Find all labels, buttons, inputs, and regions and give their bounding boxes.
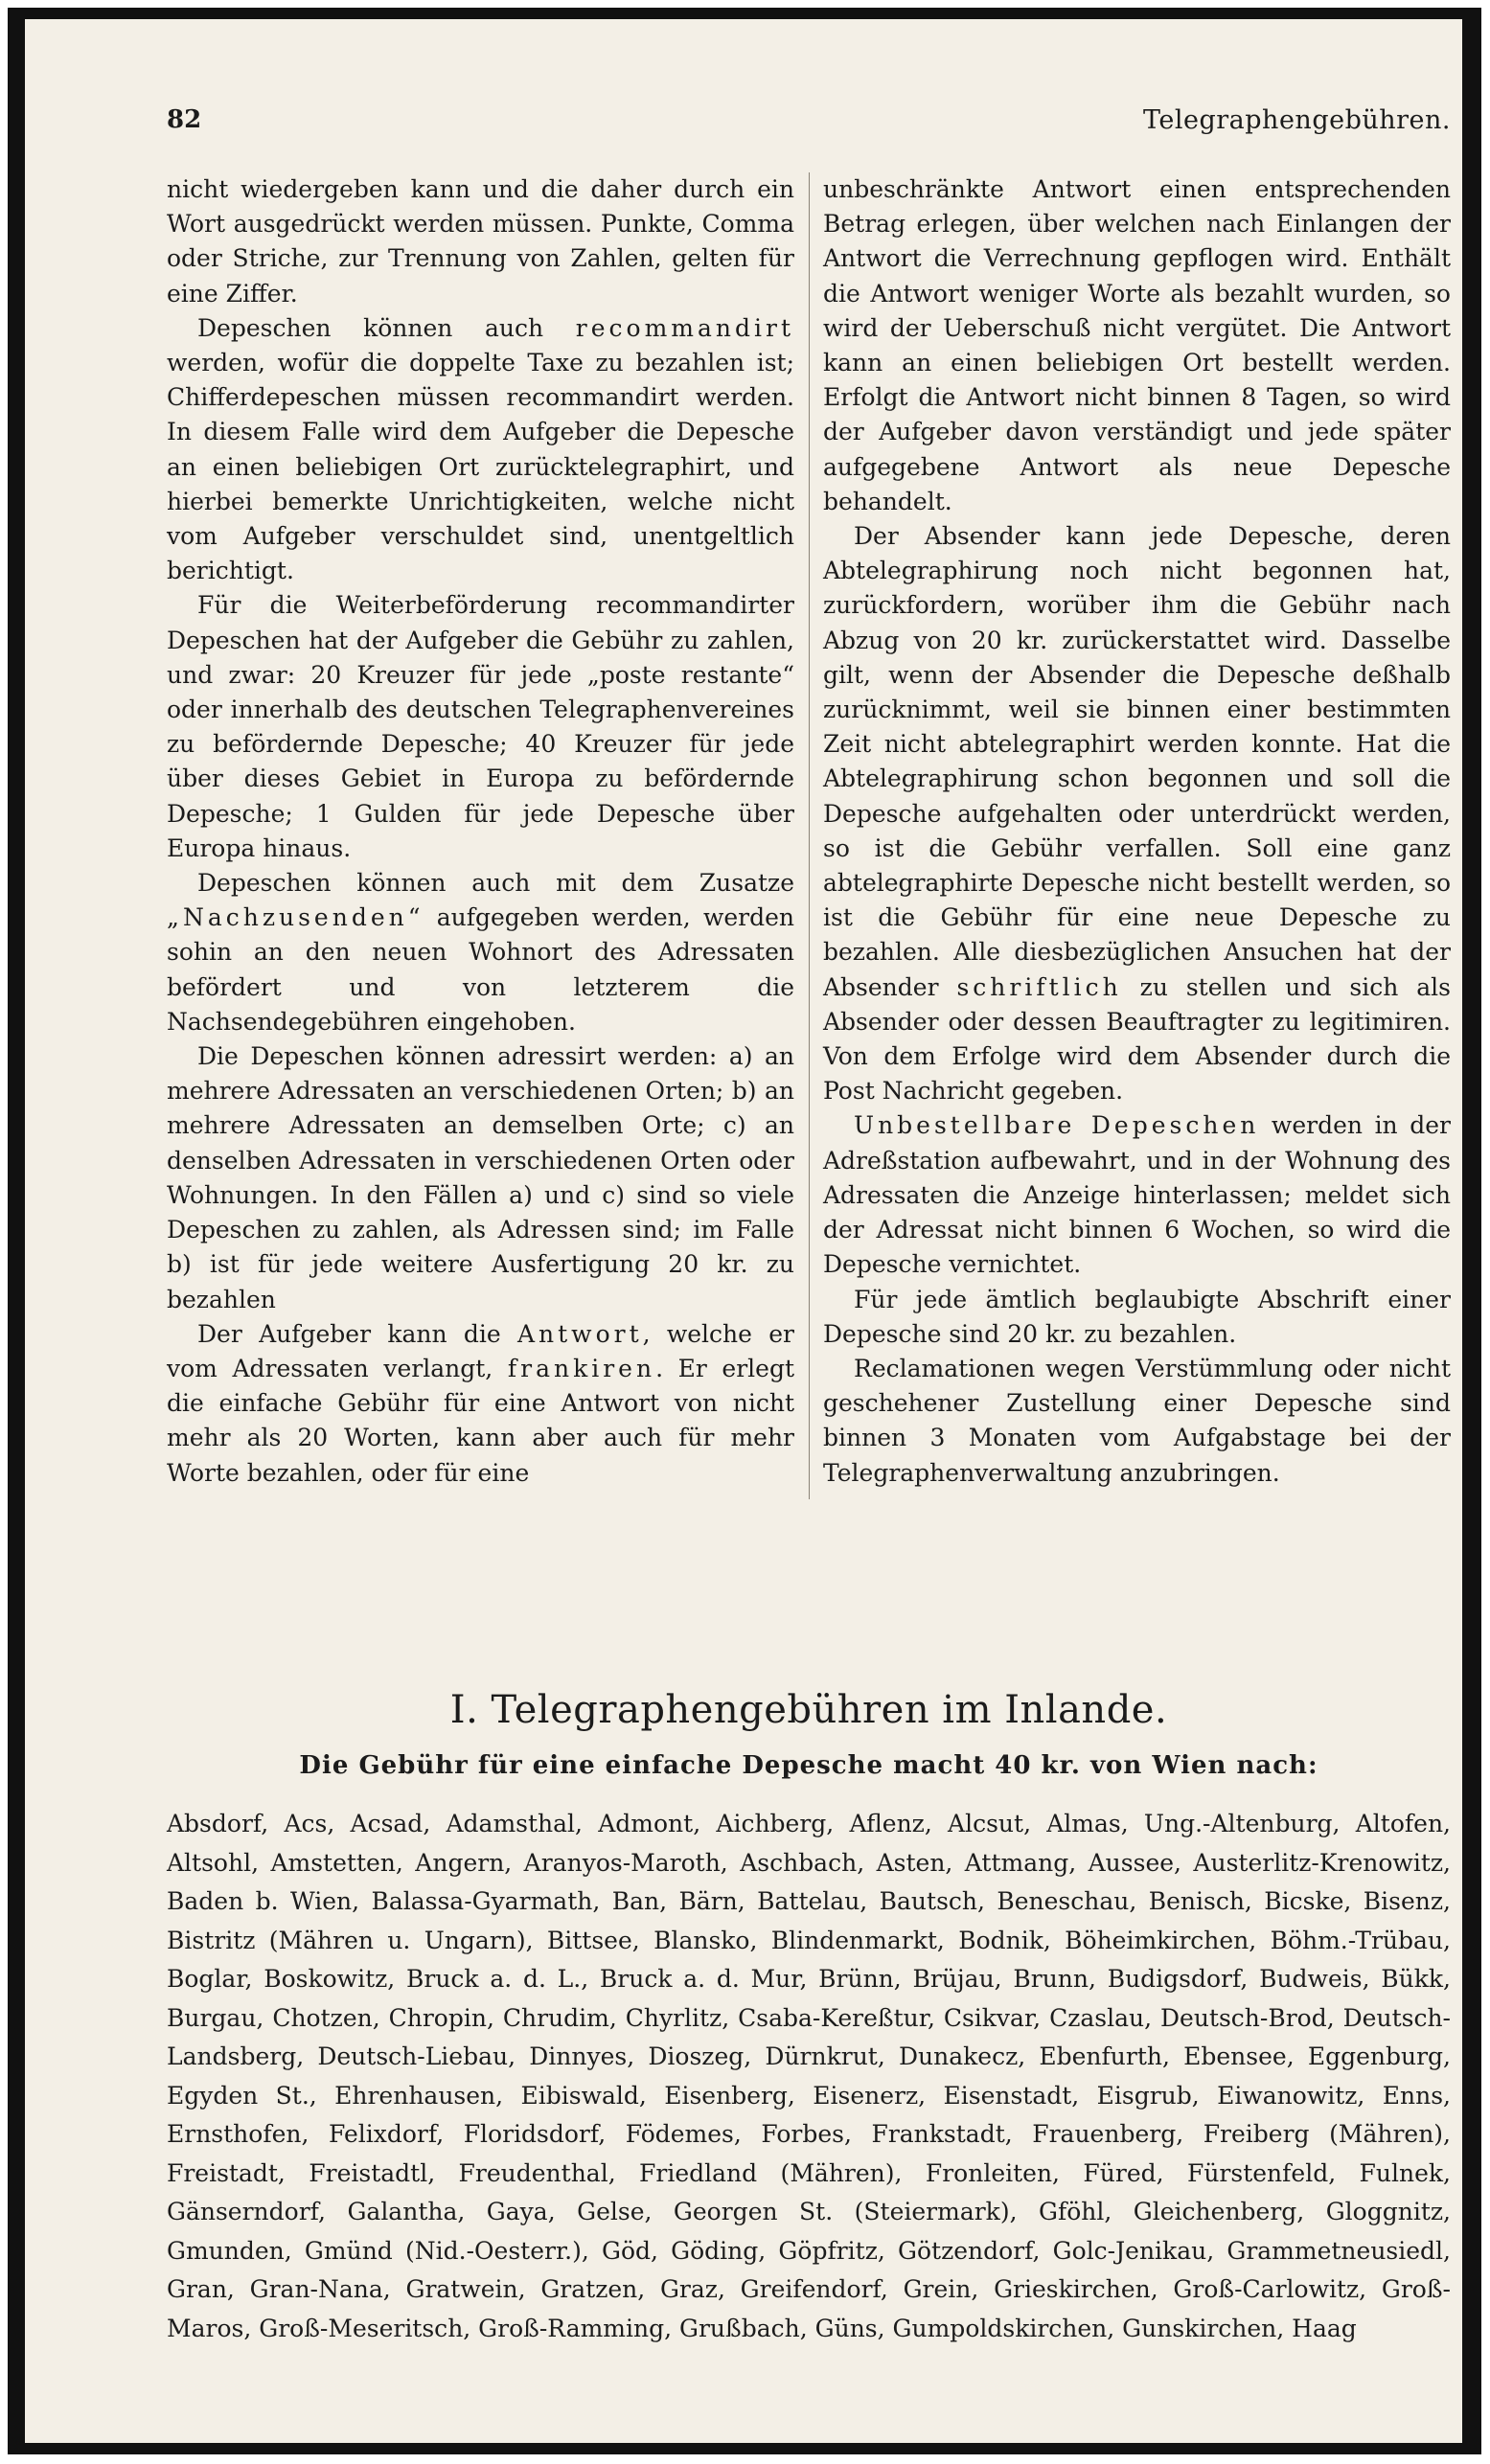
running-title: Telegraphengebühren. [1142, 105, 1451, 135]
paragraph [167, 1317, 794, 1491]
left-column [167, 172, 794, 1491]
section-subheading: Die Gebühr für eine einfache Depesche macht 40 kr. von Wien nach: [299, 1751, 1318, 1780]
paragraph: Für die Weiterbeförderung recommandirter Depeschen hat der Aufgeber die Gebühr zu zahlen, und zwar: 20 Kreuzer für jede „poste restante“ oder innerhalb des deutschen Telegraphenvereines zu befördernde Depesche; 40 Kreuzer für jede über dieses Gebiet in Europa zu befördernde Depesche; 1 Gulden für jede Depesche über Europa hinaus. [167, 591, 794, 862]
spaced-emphasis: Antwort [516, 1319, 643, 1348]
page-content [167, 96, 1451, 2395]
paragraph [823, 519, 1451, 1108]
scan-border [8, 8, 1481, 2454]
spaced-emphasis: recommandirt [575, 313, 794, 342]
section-heading: I. Telegraphengebühren im Inlande. [449, 1688, 1168, 1732]
text-run: , welche er vom Adressaten verlangt, [167, 1319, 794, 1382]
two-column-body [167, 172, 1451, 1504]
text-run: zu stellen und sich als Absender oder dessen Beauftragter zu legitimiren. Von dem Erfolge wird dem Absender durch die Post Nachricht gegeben. [823, 972, 1451, 1106]
right-column [823, 172, 1451, 1491]
page-number: 82 [167, 105, 202, 134]
spaced-emphasis: frankiren [507, 1354, 656, 1382]
text-run: Depeschen können auch [197, 313, 576, 342]
text-run: . Er erlegt die einfache Gebühr für eine Antwort von nicht mehr als 20 Worten, kann aber auch für mehr Worte bezahlen, oder für eine [167, 1354, 794, 1487]
text-run: werden in der Adreßstation aufbewahrt, und in der Wohnung des Adressaten die Anzeige hinterlassen; meldet sich der Adressat nicht binnen 6 Wochen, so wird die Depesche vernichtet. [823, 1111, 1451, 1279]
page-header [167, 96, 1451, 144]
spaced-emphasis: schriftlich [956, 972, 1122, 1001]
text-run: werden, wofür die doppelte Taxe zu bezahlen ist; Chifferdepeschen müssen recommandirt werden. In diesem Falle wird dem Aufgeber die Depesche an einen beliebigen Ort zurücktelegraphirt, und hierbei bemerkte Unrichtigkeiten, welche nicht vom Aufgeber verschuldet sind, unentgeltlich berichtigt. [167, 349, 794, 585]
paragraph: Reclamationen wegen Verstümmlung oder nicht geschehener Zustellung einer Depesche sind binnen 3 Monaten vom Aufgabstage bei der Telegraphenverwaltung anzubringen. [823, 1354, 1451, 1487]
paragraph: Die Depeschen können adressirt werden: a) an mehrere Adressaten an verschiedenen Orten; b) an mehrere Adressaten an demselben Orte; c) an denselben Adressaten in verschiedenen Orten oder Wohnungen. In den Fällen a) und c) sind so viele Depeschen zu zahlen, als Adressen sind; im Falle b) ist für jede weitere Ausfertigung 20 kr. zu bezahlen [167, 1042, 794, 1313]
page-paper [25, 19, 1462, 2443]
text-run: Der Absender kann jede Depesche, deren Abtelegraphirung noch nicht begonnen hat, zurückfordern, worüber ihm die Gebühr nach Abzug von 20 kr. zurückerstattet wird. Dasselbe gilt, wenn der Absender die Depesche deßhalb zurücknimmt, weil sie binnen einer bestimmten Zeit nicht abtelegraphirt werden konnte. Hat die Abtelegraphirung schon begonnen und soll die Depesche aufgehalten oder unterdrückt werden, so ist die Gebühr verfallen. Soll eine ganz abtelegraphirte Depesche nicht bestellt werden, so ist die Gebühr für eine neue Depesche zu bezahlen. Alle diesbezüglichen Ansuchen hat der Absender [823, 522, 1451, 1001]
paragraph: Für jede ämtlich beglaubigte Abschrift einer Depesche sind 20 kr. zu bezahlen. [823, 1285, 1451, 1348]
paragraph [167, 866, 794, 1039]
paragraph: unbeschränkte Antwort einen entsprechenden Betrag erlegen, über welchen nach Einlangen der Antwort die Verrechnung gepflogen wird. Enthält die Antwort weniger Worte als bezahlt wurden, so wird der Ueberschuß nicht vergütet. Die Antwort kann an einen beliebigen Ort bestellt werden. Erfolgt die Antwort nicht binnen 8 Tagen, so wird der Aufgeber davon verständigt und jede später aufgegebene Antwort als neue Depesche behandelt. [823, 175, 1451, 515]
paragraph: nicht wiedergeben kann und die daher durch ein Wort ausgedrückt werden müssen. Punkte, Comma oder Striche, zur Trennung von Zahlen, gelten für eine Ziffer. [167, 175, 794, 308]
place-list: Absdorf, Acs, Acsad, Adamsthal, Admont, Aichberg, Aflenz, Alcsut, Almas, Ung.-Altenburg, Altofen, Altsohl, Amstetten, Angern, Aranyos-Maroth, Aschbach, Asten, Attmang, Aussee, Austerlitz-Krenowitz, Baden b. Wien, Balassa-Gyarmath, Ban, Bärn, Battelau, Bautsch, Beneschau, Benisch, Bicske, Bisenz, Bistritz (Mähren u. Ungarn), Bittsee, Blansko, Blindenmarkt, Bodnik, Böheimkirchen, Böhm.-Trübau, Boglar, Boskowitz, Bruck a. d. L., Bruck a. d. Mur, Brünn, Brüjau, Brunn, Budigsdorf, Budweis, Bükk, Burgau, Chotzen, Chropin, Chrudim, Chyrlitz, Csaba-Kereßtur, Csikvar, Czaslau, Deutsch-Brod, Deutsch-Landsberg, Deutsch-Liebau, Dinnyes, Dioszeg, Dürnkrut, Dunakecz, Ebenfurth, Ebensee, Eggenburg, Egyden St., Ehrenhausen, Eibiswald, Eisenberg, Eisenerz, Eisenstadt, Eisgrub, Eiwanowitz, Enns, Ernsthofen, Felixdorf, Floridsdorf, Födemes, Forbes, Frankstadt, Frauenberg, Freiberg (Mähren), Freistadt, Freistadtl, Freudenthal, Friedland (Mähren), Fronleiten, Füred, Fürstenfeld, Fulnek, Gänserndorf, Galantha, Gaya, Gelse, Georgen St. (Steiermark), Gföhl, Gleichenberg, Gloggnitz, Gmunden, Gmünd (Nid.-Oesterr.), Göd, Göding, Göpfritz, Götzendorf, Golc-Jenikau, Grammetneusiedl, Gran, Gran-Nana, Gratwein, Gratzen, Graz, Greifendorf, Grein, Grieskirchen, Groß-Carlowitz, Groß-Maros, Groß-Meseritsch, Groß-Ramming, Grußbach, Güns, Gumpoldskirchen, Gunskirchen, Haag [167, 1810, 1451, 2342]
text-run: Der Aufgeber kann die [197, 1319, 517, 1348]
spaced-emphasis: Unbestellbare Depeschen [854, 1111, 1260, 1140]
paragraph [823, 1108, 1451, 1282]
paragraph [167, 311, 794, 589]
column-rule [809, 172, 810, 1499]
text-run: Depeschen können auch mit dem Zusatze [197, 869, 794, 898]
spaced-emphasis: „Nachzusenden“ [167, 903, 424, 932]
text-run: aufgegeben werden, werden sohin an den neuen Wohnort des Adressaten befördert und von letzterem die Nachsendegebühren eingehoben. [167, 903, 794, 1036]
